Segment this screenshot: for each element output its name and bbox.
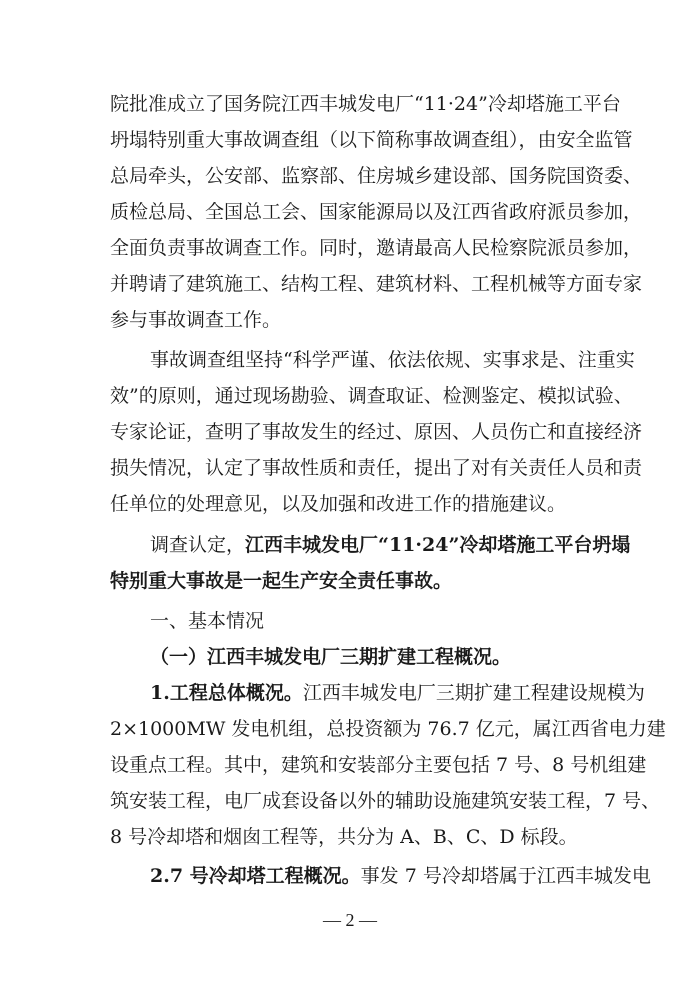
paragraph-line: 参与事故调查工作。 [110, 309, 282, 331]
conclusion-line [150, 525, 631, 565]
paragraph-line: 事故调查组坚持“科学严谨、依法依规、实事求是、注重实 [150, 349, 635, 371]
conclusion-intro: 调查认定， [150, 534, 246, 556]
paragraph-line: 筑安装工程，电厂成套设备以外的辅助设施建筑安装工程，7 号、 [110, 790, 661, 812]
overview-text: 江西丰城发电厂三期扩建工程建设规模为 [302, 682, 645, 704]
cooling-tower-title: 2.7 号冷却塔工程概况。 [150, 865, 361, 887]
cooling-tower-first-line [150, 856, 651, 896]
paragraph-line: 2×1000MW 发电机组，总投资额为 76.7 亿元，属江西省电力建 [110, 718, 666, 740]
paragraph-line: 专家论证，查明了事故发生的经过、原因、人员伤亡和直接经济 [110, 421, 643, 443]
overview-title: 1.工程总体概况。 [150, 682, 303, 704]
conclusion-bold-line: 特别重大事故是一起生产安全责任事故。 [110, 570, 453, 592]
paragraph-line: 设重点工程。其中，建筑和安装部分主要包括 7 号、8 号机组建 [110, 754, 647, 776]
paragraph-line: 质检总局、全国总工会、国家能源局以及江西省政府派员参加， [110, 201, 643, 223]
overview-first-line [150, 673, 645, 713]
cooling-tower-text: 事发 7 号冷却塔属于江西丰城发电 [360, 865, 651, 887]
paragraph-line: 院批准成立了国务院江西丰城发电厂“11·24”冷却塔施工平台 [110, 93, 621, 115]
section-heading: 一、基本情况 [150, 610, 265, 632]
paragraph-line: 任单位的处理意见，以及加强和改进工作的措施建议。 [110, 493, 567, 515]
paragraph-line: 并聘请了建筑施工、结构工程、建筑材料、工程机械等方面专家 [110, 273, 643, 295]
paragraph-line: 8 号冷却塔和烟囱工程等，共分为 A、B、C、D 标段。 [110, 826, 578, 848]
conclusion-bold-text: 江西丰城发电厂“11·24”冷却塔施工平台坍塌 [245, 534, 631, 556]
paragraph-line: 坍塌特别重大事故调查组（以下简称事故调查组），由安全监管 [110, 129, 633, 151]
subsection-heading: （一）江西丰城发电厂三期扩建工程概况。 [150, 646, 512, 668]
paragraph-line: 损失情况，认定了事故性质和责任，提出了对有关责任人员和责 [110, 457, 643, 479]
paragraph-line: 效”的原则，通过现场勘验、调查取证、检测鉴定、模拟试验、 [110, 385, 633, 407]
page-number: — 2 — [323, 910, 377, 930]
paragraph-line: 全面负责事故调查工作。同时，邀请最高人民检察院派员参加， [110, 237, 643, 259]
paragraph-line: 总局牵头，公安部、监察部、住房城乡建设部、国务院国资委、 [110, 165, 643, 187]
